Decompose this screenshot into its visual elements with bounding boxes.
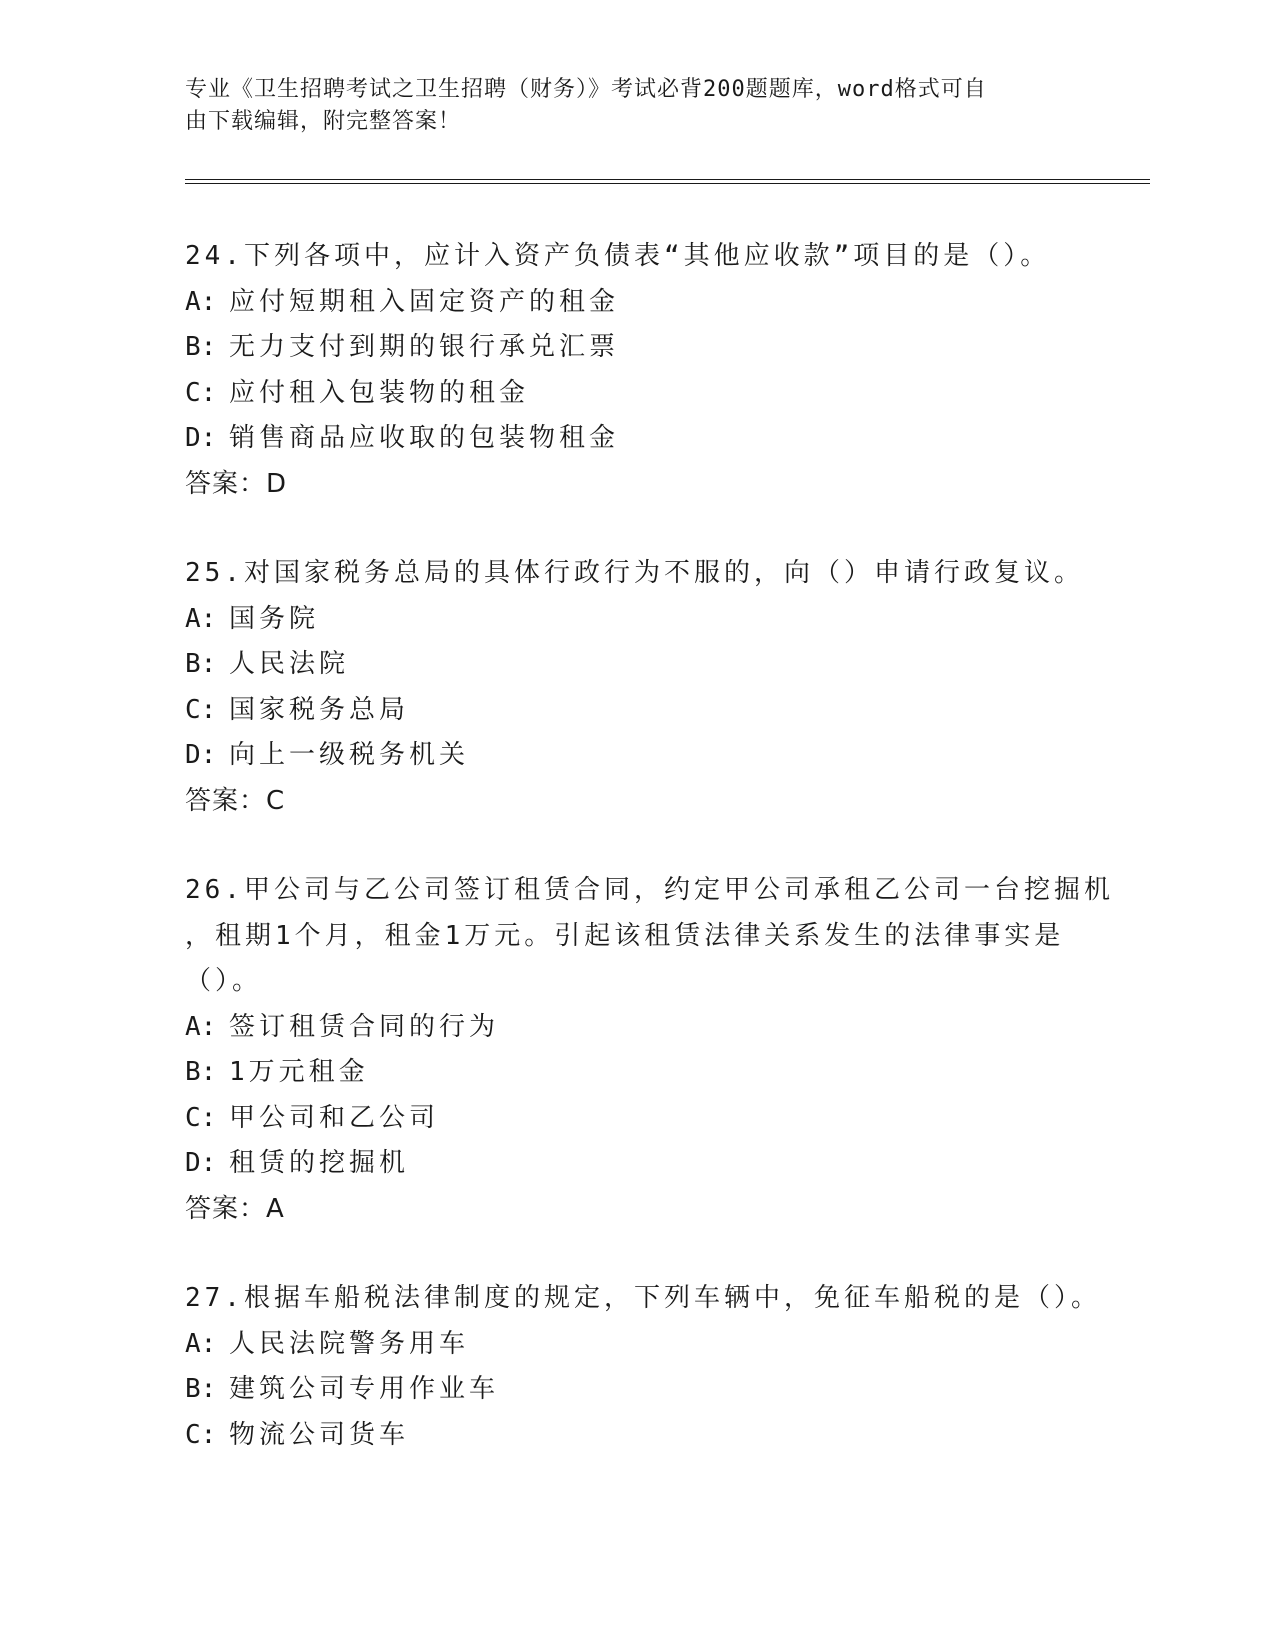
option-text: 销售商品应收取的包装物租金 bbox=[229, 423, 620, 453]
option-text: 向上一级税务机关 bbox=[229, 740, 470, 770]
answer-line bbox=[185, 462, 1085, 508]
question-list bbox=[185, 234, 1114, 1502]
option-d bbox=[185, 1141, 1085, 1187]
option-key: C: bbox=[185, 1102, 217, 1133]
question-number: 26. bbox=[185, 875, 244, 905]
option-d bbox=[185, 416, 1085, 462]
option-b bbox=[185, 1367, 1085, 1413]
option-key: D: bbox=[185, 423, 217, 453]
option-b bbox=[185, 1050, 1085, 1096]
question-26 bbox=[185, 868, 1114, 1232]
question-number: 25. bbox=[185, 558, 244, 588]
option-c bbox=[185, 1096, 1085, 1142]
option-text: 应付短期租入固定资产的租金 bbox=[229, 286, 620, 317]
option-key: D: bbox=[185, 740, 217, 770]
question-stem-line: （）。 bbox=[185, 966, 263, 996]
option-key: A: bbox=[185, 286, 217, 317]
option-key: A: bbox=[185, 1011, 217, 1042]
question-stem bbox=[185, 551, 1085, 597]
question-stem-line: 对国家税务总局的具体行政行为不服的，向（）申请行政复议。 bbox=[243, 558, 1084, 588]
option-key: B: bbox=[185, 649, 217, 679]
option-c bbox=[185, 688, 1085, 734]
option-c bbox=[185, 371, 1085, 417]
option-key: C: bbox=[185, 694, 217, 725]
option-text: 无力支付到期的银行承兑汇票 bbox=[229, 332, 620, 362]
option-key: C: bbox=[185, 377, 217, 408]
answer-line bbox=[185, 779, 1085, 825]
document-header bbox=[185, 74, 1065, 138]
header-line-2: 由下载编辑，附完整答案！ bbox=[185, 109, 462, 134]
option-key: B: bbox=[185, 1374, 217, 1404]
option-text: 1万元租金 bbox=[229, 1057, 369, 1087]
question-25 bbox=[185, 551, 1085, 824]
option-c bbox=[185, 1413, 1085, 1459]
answer-value: A bbox=[266, 1193, 285, 1224]
option-a bbox=[185, 280, 1085, 326]
option-key: B: bbox=[185, 1057, 217, 1087]
option-text: 应付租入包装物的租金 bbox=[229, 377, 530, 408]
option-key: D: bbox=[185, 1148, 217, 1178]
answer-label: 答案： bbox=[185, 1193, 267, 1224]
question-27 bbox=[185, 1276, 1101, 1458]
option-a bbox=[185, 1005, 1085, 1051]
option-text: 人民法院警务用车 bbox=[229, 1328, 470, 1359]
option-text: 国家税务总局 bbox=[229, 694, 410, 725]
option-key: A: bbox=[185, 1328, 217, 1359]
option-key: A: bbox=[185, 603, 217, 634]
answer-value: C bbox=[266, 785, 286, 816]
answer-line bbox=[185, 1187, 1085, 1233]
option-a bbox=[185, 1322, 1085, 1368]
option-text: 人民法院 bbox=[229, 649, 350, 679]
question-number: 27. bbox=[185, 1283, 244, 1313]
question-number: 24. bbox=[185, 241, 244, 271]
question-stem-line: 根据车船税法律制度的规定，下列车辆中，免征车船税的是（）。 bbox=[243, 1283, 1101, 1313]
header-line-1: 专业《卫生招聘考试之卫生招聘（财务）》考试必背200题题库，word格式可自 bbox=[185, 77, 987, 102]
question-stem bbox=[185, 1276, 1101, 1322]
option-d bbox=[185, 733, 1085, 779]
option-text: 甲公司和乙公司 bbox=[229, 1102, 440, 1133]
option-b bbox=[185, 325, 1085, 371]
option-text: 签订租赁合同的行为 bbox=[229, 1011, 500, 1042]
question-stem bbox=[185, 868, 1114, 1005]
header-divider-top bbox=[185, 179, 1150, 180]
option-text: 建筑公司专用作业车 bbox=[229, 1374, 500, 1404]
option-b bbox=[185, 642, 1085, 688]
option-a bbox=[185, 597, 1085, 643]
answer-value: D bbox=[266, 468, 288, 499]
question-stem bbox=[185, 234, 1085, 280]
option-text: 国务院 bbox=[229, 603, 320, 634]
answer-label: 答案： bbox=[185, 468, 267, 499]
answer-label: 答案： bbox=[185, 785, 267, 816]
question-stem-line: 甲公司与乙公司签订租赁合同，约定甲公司承租乙公司一台挖掘机 bbox=[243, 875, 1114, 905]
question-24 bbox=[185, 234, 1085, 507]
option-key: B: bbox=[185, 332, 217, 362]
option-text: 租赁的挖掘机 bbox=[229, 1148, 410, 1178]
question-stem-line: 下列各项中，应计入资产负债表“其他应收款”项目的是（）。 bbox=[243, 241, 1051, 271]
option-text: 物流公司货车 bbox=[229, 1419, 410, 1450]
header-divider-bottom bbox=[185, 183, 1150, 184]
question-stem-line: ，租期1个月，租金1万元。引起该租赁法律关系发生的法律事实是 bbox=[185, 920, 1065, 951]
option-key: C: bbox=[185, 1419, 217, 1450]
